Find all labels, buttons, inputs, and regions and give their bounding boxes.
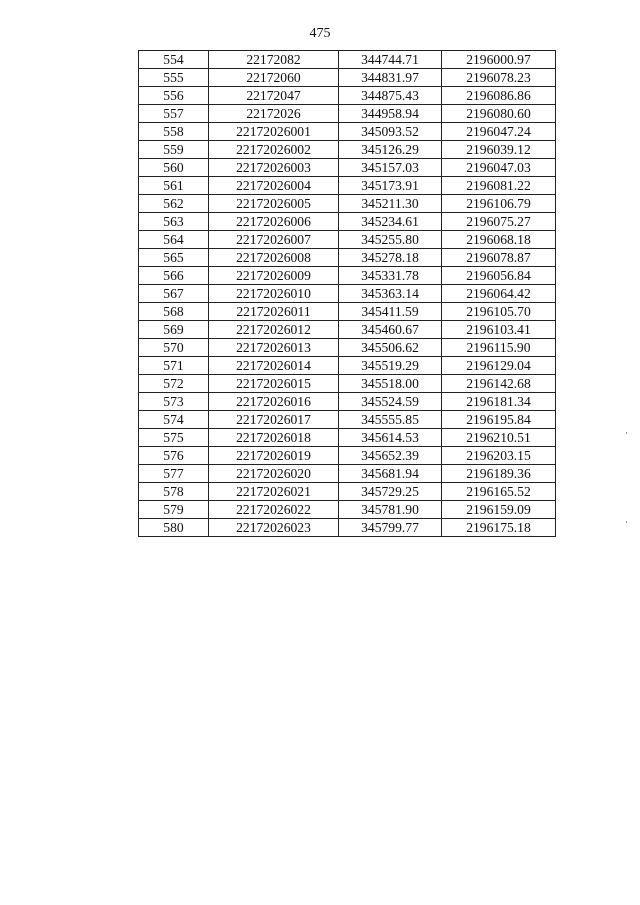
y-coordinate-cell: 2196142.68 bbox=[442, 375, 556, 393]
row-number-cell: 570 bbox=[139, 339, 209, 357]
row-number-cell: 568 bbox=[139, 303, 209, 321]
row-number-cell: 580 bbox=[139, 519, 209, 537]
x-coordinate-cell: 344744.71 bbox=[339, 51, 442, 69]
margin-mark bbox=[626, 432, 627, 434]
table-row bbox=[139, 105, 556, 123]
x-coordinate-cell: 344875.43 bbox=[339, 87, 442, 105]
y-coordinate-cell: 2196086.86 bbox=[442, 87, 556, 105]
table-row bbox=[139, 159, 556, 177]
table-row bbox=[139, 51, 556, 69]
x-coordinate-cell: 345126.29 bbox=[339, 141, 442, 159]
y-coordinate-cell: 2196175.18 bbox=[442, 519, 556, 537]
y-coordinate-cell: 2196159.09 bbox=[442, 501, 556, 519]
table-row bbox=[139, 321, 556, 339]
row-number-cell: 561 bbox=[139, 177, 209, 195]
table-row bbox=[139, 123, 556, 141]
y-coordinate-cell: 2196047.03 bbox=[442, 159, 556, 177]
table-body bbox=[139, 51, 556, 537]
y-coordinate-cell: 2196165.52 bbox=[442, 483, 556, 501]
point-id-cell: 22172026021 bbox=[209, 483, 339, 501]
point-id-cell: 22172026017 bbox=[209, 411, 339, 429]
table-row bbox=[139, 411, 556, 429]
margin-mark bbox=[626, 521, 627, 523]
table-row bbox=[139, 501, 556, 519]
y-coordinate-cell: 2196195.84 bbox=[442, 411, 556, 429]
y-coordinate-cell: 2196064.42 bbox=[442, 285, 556, 303]
y-coordinate-cell: 2196106.79 bbox=[442, 195, 556, 213]
row-number-cell: 563 bbox=[139, 213, 209, 231]
y-coordinate-cell: 2196075.27 bbox=[442, 213, 556, 231]
table-row bbox=[139, 393, 556, 411]
point-id-cell: 22172026 bbox=[209, 105, 339, 123]
point-id-cell: 22172026014 bbox=[209, 357, 339, 375]
y-coordinate-cell: 2196203.15 bbox=[442, 447, 556, 465]
point-id-cell: 22172026012 bbox=[209, 321, 339, 339]
coordinate-table bbox=[138, 50, 556, 537]
row-number-cell: 556 bbox=[139, 87, 209, 105]
y-coordinate-cell: 2196078.23 bbox=[442, 69, 556, 87]
point-id-cell: 22172026002 bbox=[209, 141, 339, 159]
y-coordinate-cell: 2196181.34 bbox=[442, 393, 556, 411]
y-coordinate-cell: 2196189.36 bbox=[442, 465, 556, 483]
row-number-cell: 573 bbox=[139, 393, 209, 411]
table-row bbox=[139, 249, 556, 267]
point-id-cell: 22172026005 bbox=[209, 195, 339, 213]
table-row bbox=[139, 375, 556, 393]
x-coordinate-cell: 345652.39 bbox=[339, 447, 442, 465]
point-id-cell: 22172026007 bbox=[209, 231, 339, 249]
y-coordinate-cell: 2196081.22 bbox=[442, 177, 556, 195]
x-coordinate-cell: 345234.61 bbox=[339, 213, 442, 231]
table-row bbox=[139, 69, 556, 87]
point-id-cell: 22172060 bbox=[209, 69, 339, 87]
x-coordinate-cell: 344958.94 bbox=[339, 105, 442, 123]
y-coordinate-cell: 2196080.60 bbox=[442, 105, 556, 123]
y-coordinate-cell: 2196068.18 bbox=[442, 231, 556, 249]
x-coordinate-cell: 345363.14 bbox=[339, 285, 442, 303]
row-number-cell: 560 bbox=[139, 159, 209, 177]
point-id-cell: 22172026019 bbox=[209, 447, 339, 465]
row-number-cell: 559 bbox=[139, 141, 209, 159]
row-number-cell: 575 bbox=[139, 429, 209, 447]
table-row bbox=[139, 447, 556, 465]
row-number-cell: 567 bbox=[139, 285, 209, 303]
x-coordinate-cell: 345614.53 bbox=[339, 429, 442, 447]
y-coordinate-cell: 2196047.24 bbox=[442, 123, 556, 141]
row-number-cell: 578 bbox=[139, 483, 209, 501]
x-coordinate-cell: 344831.97 bbox=[339, 69, 442, 87]
row-number-cell: 574 bbox=[139, 411, 209, 429]
point-id-cell: 22172026023 bbox=[209, 519, 339, 537]
y-coordinate-cell: 2196129.04 bbox=[442, 357, 556, 375]
table-row bbox=[139, 213, 556, 231]
y-coordinate-cell: 2196078.87 bbox=[442, 249, 556, 267]
x-coordinate-cell: 345278.18 bbox=[339, 249, 442, 267]
y-coordinate-cell: 2196105.70 bbox=[442, 303, 556, 321]
row-number-cell: 557 bbox=[139, 105, 209, 123]
row-number-cell: 558 bbox=[139, 123, 209, 141]
table-row bbox=[139, 357, 556, 375]
point-id-cell: 22172026013 bbox=[209, 339, 339, 357]
point-id-cell: 22172026001 bbox=[209, 123, 339, 141]
row-number-cell: 555 bbox=[139, 69, 209, 87]
row-number-cell: 565 bbox=[139, 249, 209, 267]
x-coordinate-cell: 345506.62 bbox=[339, 339, 442, 357]
y-coordinate-cell: 2196000.97 bbox=[442, 51, 556, 69]
row-number-cell: 566 bbox=[139, 267, 209, 285]
row-number-cell: 569 bbox=[139, 321, 209, 339]
point-id-cell: 22172026015 bbox=[209, 375, 339, 393]
row-number-cell: 576 bbox=[139, 447, 209, 465]
x-coordinate-cell: 345524.59 bbox=[339, 393, 442, 411]
table-row bbox=[139, 87, 556, 105]
x-coordinate-cell: 345460.67 bbox=[339, 321, 442, 339]
row-number-cell: 564 bbox=[139, 231, 209, 249]
row-number-cell: 571 bbox=[139, 357, 209, 375]
y-coordinate-cell: 2196039.12 bbox=[442, 141, 556, 159]
point-id-cell: 22172047 bbox=[209, 87, 339, 105]
point-id-cell: 22172026016 bbox=[209, 393, 339, 411]
x-coordinate-cell: 345681.94 bbox=[339, 465, 442, 483]
table-row bbox=[139, 177, 556, 195]
page-number: 475 bbox=[309, 26, 331, 41]
table-row bbox=[139, 231, 556, 249]
x-coordinate-cell: 345781.90 bbox=[339, 501, 442, 519]
x-coordinate-cell: 345093.52 bbox=[339, 123, 442, 141]
point-id-cell: 22172026004 bbox=[209, 177, 339, 195]
y-coordinate-cell: 2196056.84 bbox=[442, 267, 556, 285]
point-id-cell: 22172026003 bbox=[209, 159, 339, 177]
x-coordinate-cell: 345519.29 bbox=[339, 357, 442, 375]
table-row bbox=[139, 465, 556, 483]
point-id-cell: 22172026008 bbox=[209, 249, 339, 267]
table-row bbox=[139, 303, 556, 321]
x-coordinate-cell: 345255.80 bbox=[339, 231, 442, 249]
row-number-cell: 577 bbox=[139, 465, 209, 483]
table-row bbox=[139, 339, 556, 357]
table-row bbox=[139, 195, 556, 213]
x-coordinate-cell: 345411.59 bbox=[339, 303, 442, 321]
row-number-cell: 579 bbox=[139, 501, 209, 519]
y-coordinate-cell: 2196115.90 bbox=[442, 339, 556, 357]
x-coordinate-cell: 345173.91 bbox=[339, 177, 442, 195]
point-id-cell: 22172026011 bbox=[209, 303, 339, 321]
table-row bbox=[139, 141, 556, 159]
point-id-cell: 22172026022 bbox=[209, 501, 339, 519]
point-id-cell: 22172082 bbox=[209, 51, 339, 69]
x-coordinate-cell: 345518.00 bbox=[339, 375, 442, 393]
x-coordinate-cell: 345555.85 bbox=[339, 411, 442, 429]
row-number-cell: 554 bbox=[139, 51, 209, 69]
x-coordinate-cell: 345799.77 bbox=[339, 519, 442, 537]
x-coordinate-cell: 345211.30 bbox=[339, 195, 442, 213]
point-id-cell: 22172026009 bbox=[209, 267, 339, 285]
row-number-cell: 562 bbox=[139, 195, 209, 213]
row-number-cell: 572 bbox=[139, 375, 209, 393]
point-id-cell: 22172026018 bbox=[209, 429, 339, 447]
x-coordinate-cell: 345331.78 bbox=[339, 267, 442, 285]
point-id-cell: 22172026010 bbox=[209, 285, 339, 303]
y-coordinate-cell: 2196103.41 bbox=[442, 321, 556, 339]
table-row bbox=[139, 483, 556, 501]
point-id-cell: 22172026006 bbox=[209, 213, 339, 231]
x-coordinate-cell: 345729.25 bbox=[339, 483, 442, 501]
point-id-cell: 22172026020 bbox=[209, 465, 339, 483]
table-row bbox=[139, 429, 556, 447]
table-row bbox=[139, 285, 556, 303]
y-coordinate-cell: 2196210.51 bbox=[442, 429, 556, 447]
table-row bbox=[139, 519, 556, 537]
table-row bbox=[139, 267, 556, 285]
x-coordinate-cell: 345157.03 bbox=[339, 159, 442, 177]
